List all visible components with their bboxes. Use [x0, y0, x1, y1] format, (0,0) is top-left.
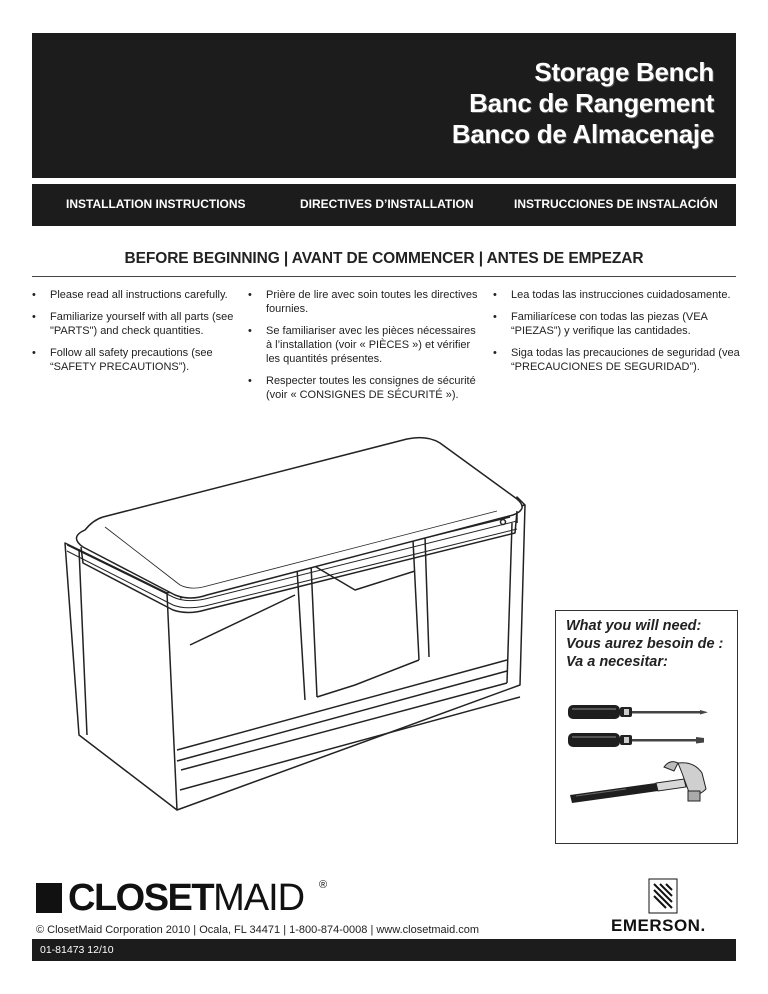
instruction-item: • Siga todas las precauciones de seguridad (vea “PRECAUCIONES DE SEGURIDAD”).	[493, 346, 743, 374]
title-line-es: Banco de Almacenaje	[451, 119, 714, 149]
emerson-mark-dot: .	[700, 916, 706, 935]
flathead-screwdriver-icon	[568, 733, 704, 747]
tools-heading-fr: Vous aurez besoin de :	[566, 636, 724, 652]
tools-illustration	[566, 701, 726, 831]
instructions-column-es	[493, 288, 743, 382]
tools-heading	[566, 617, 723, 671]
emerson-emblem-icon	[648, 878, 678, 914]
tools-heading-en: What you will need:	[566, 618, 702, 634]
hammer-icon	[570, 762, 706, 803]
instruction-item: • Lea todas las instrucciones cuidadosamente.	[493, 288, 743, 302]
instruction-item: • Familiarize yourself with all parts (see "PARTS") and check quantities.	[32, 310, 242, 338]
title-line-en: Storage Bench	[534, 57, 714, 87]
tools-heading-es: Va a necesitar:	[566, 654, 668, 670]
tools-needed-box	[555, 610, 738, 844]
footer-bar	[32, 939, 736, 961]
logo-text-bold: CLOSET	[68, 877, 214, 919]
instructions-label-es: INSTRUCCIONES DE INSTALACIÓN	[514, 197, 718, 211]
instructions-label-en: INSTALLATION INSTRUCTIONS	[66, 197, 246, 211]
copyright-line: © ClosetMaid Corporation 2010 | Ocala, FL 34471 | 1-800-874-0008 | www.closetmaid.com	[36, 924, 480, 936]
instructions-column-fr	[248, 288, 484, 410]
before-beginning-heading: BEFORE BEGINNING | AVANT DE COMMENCER | ANTES DE EMPEZAR	[124, 250, 644, 267]
emerson-wordmark	[611, 916, 706, 936]
document-code: 01-81473 12/10	[40, 944, 114, 956]
instruction-item: • Familiarícese con todas las piezas (VEA “PIEZAS”) y verifique las cantidades.	[493, 310, 743, 338]
instruction-item: • Se familiariser avec les pièces nécessaires à l’installation (voir « PIÈCES ») et vérifier les quantités présentes.	[248, 324, 484, 366]
instructions-column-en	[32, 288, 242, 382]
instructions-label-fr: DIRECTIVES D’INSTALLATION	[300, 197, 474, 211]
logo-text-light: MAID	[213, 877, 305, 919]
logo-square-icon	[36, 883, 62, 913]
phillips-screwdriver-icon	[568, 705, 708, 719]
instruction-item: • Please read all instructions carefully.	[32, 288, 242, 302]
header-block	[32, 33, 736, 178]
emerson-name: EMERSON	[611, 916, 701, 935]
section-divider	[32, 276, 736, 277]
instruction-item: • Respecter toutes les consignes de sécurité (voir « CONSIGNES DE SÉCURITÉ »).	[248, 374, 484, 402]
instructions-bar	[32, 184, 736, 226]
storage-bench-illustration	[55, 435, 535, 820]
registered-mark: ®	[319, 879, 328, 891]
instruction-item: • Follow all safety precautions (see “SAFETY PRECAUTIONS”).	[32, 346, 242, 374]
instruction-item: • Prière de lire avec soin toutes les directives fournies.	[248, 288, 484, 316]
document-title	[452, 57, 714, 150]
title-line-fr: Banc de Rangement	[469, 88, 714, 118]
